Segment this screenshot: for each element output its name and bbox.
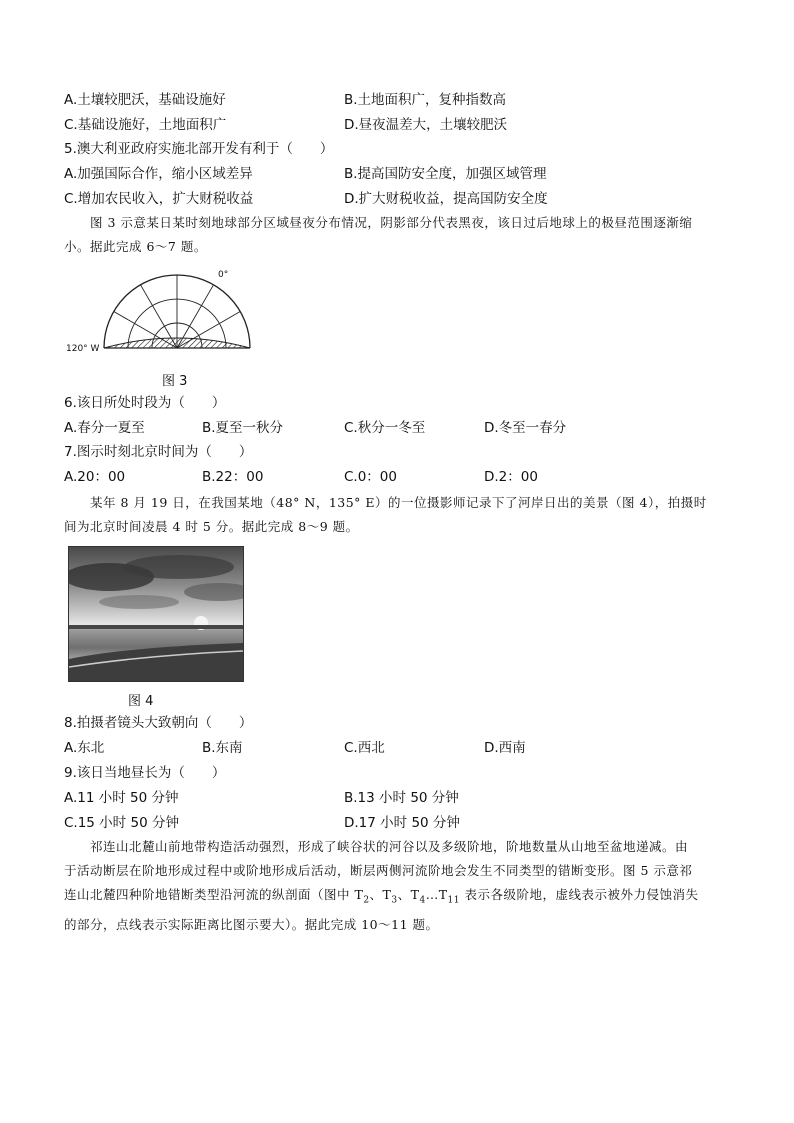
q7-stem: 7.图示时刻北京时间为（ ）	[64, 444, 253, 460]
intro-8-9	[64, 491, 732, 539]
q9-option-c: C.15 小时 50 分钟	[64, 815, 179, 831]
q9-option-a: A.11 小时 50 分钟	[64, 790, 179, 806]
intro-10-11	[64, 835, 732, 937]
q8-option-b: B.东南	[202, 740, 243, 756]
figure-3-label-0: 0°	[218, 270, 229, 280]
q6-option-c: C.秋分一冬至	[344, 420, 426, 436]
q6-option-d: D.冬至一春分	[484, 420, 567, 436]
q7-option-c: C.0：00	[344, 469, 397, 485]
figure-4-caption: 图 4	[128, 694, 154, 709]
q5-option-b: B.提高国防安全度，加强区域管理	[344, 166, 547, 182]
q8-option-c: C.西北	[344, 740, 385, 756]
q5-stem: 5.澳大利亚政府实施北部开发有利于（ ）	[64, 141, 334, 157]
intro-6-7-line1: 图 3 示意某日某时刻地球部分区域昼夜分布情况，阴影部分代表黑夜，该日过后地球上的极昼范围逐渐缩	[90, 215, 693, 230]
q8-stem: 8.拍摄者镜头大致朝向（ ）	[64, 715, 253, 731]
q5-option-d: D.扩大财税收益，提高国防安全度	[344, 191, 548, 207]
figure-3-label-120w: 120° W	[66, 344, 100, 354]
intro-8-9-line2: 间为北京时间凌晨 4 时 5 分。据此完成 8～9 题。	[64, 519, 359, 534]
q8-option-d: D.西南	[484, 740, 526, 756]
intro-10-11-line3: 连山北麓四种阶地错断类型沿河流的纵剖面（图中 $T_2$、$T_3$、$T_4\dots T_{11}$ 表示各级阶地，虚线表示被外力侵蚀消失	[64, 887, 699, 906]
figure-4-photo	[68, 546, 244, 682]
q4-option-d: D.昼夜温差大，土壤较肥沃	[344, 117, 508, 133]
q5-option-c: C.增加农民收入，扩大财税收益	[64, 191, 254, 207]
sunrise-scene	[69, 547, 243, 681]
q4-option-c: C.基础设施好，土地面积广	[64, 117, 227, 133]
q8-option-a: A.东北	[64, 740, 105, 756]
meridian-lines	[114, 275, 240, 348]
intro-6-7-line2: 小。据此完成 6～7 题。	[64, 239, 207, 254]
q7-option-d: D.2：00	[484, 469, 538, 485]
q7-option-a: A.20：00	[64, 469, 126, 485]
q6-stem: 6.该日所处时段为（ ）	[64, 395, 226, 411]
figure-3	[64, 268, 264, 358]
intro-10-11-line2: 于活动断层在阶地形成过程中或阶地形成后活动，断层两侧河流阶地会发生不同类型的错断变形。图 5 示意祁	[64, 863, 693, 878]
intro-6-7	[64, 211, 732, 259]
q6-option-a: A.春分一夏至	[64, 420, 145, 436]
q4-option-b: B.土地面积广，复种指数高	[344, 92, 507, 108]
figure-3-caption: 图 3	[162, 374, 188, 389]
intro-10-11-line4: 的部分，点线表示实际距离比图示要大）。据此完成 10～11 题。	[64, 916, 439, 932]
q7-option-b: B.22：00	[202, 469, 264, 485]
q9-stem: 9.该日当地昼长为（ ）	[64, 765, 226, 781]
q5-option-a: A.加强国际合作，缩小区域差异	[64, 166, 253, 182]
q4-option-a: A.土壤较肥沃，基础设施好	[64, 92, 226, 108]
q9-option-d: D.17 小时 50 分钟	[344, 815, 460, 831]
intro-10-11-line1: 祁连山北麓山前地带构造活动强烈，形成了峡谷状的河谷以及多级阶地，阶地数量从山地至盆地递减。由	[90, 839, 689, 854]
intro-8-9-line1: 某年 8 月 19 日，在我国某地（48° N，135° E）的一位摄影师记录下了河岸日出的美景（图 4），拍摄时	[90, 495, 707, 510]
q6-option-b: B.夏至一秋分	[202, 420, 284, 436]
q9-option-b: B.13 小时 50 分钟	[344, 790, 459, 806]
